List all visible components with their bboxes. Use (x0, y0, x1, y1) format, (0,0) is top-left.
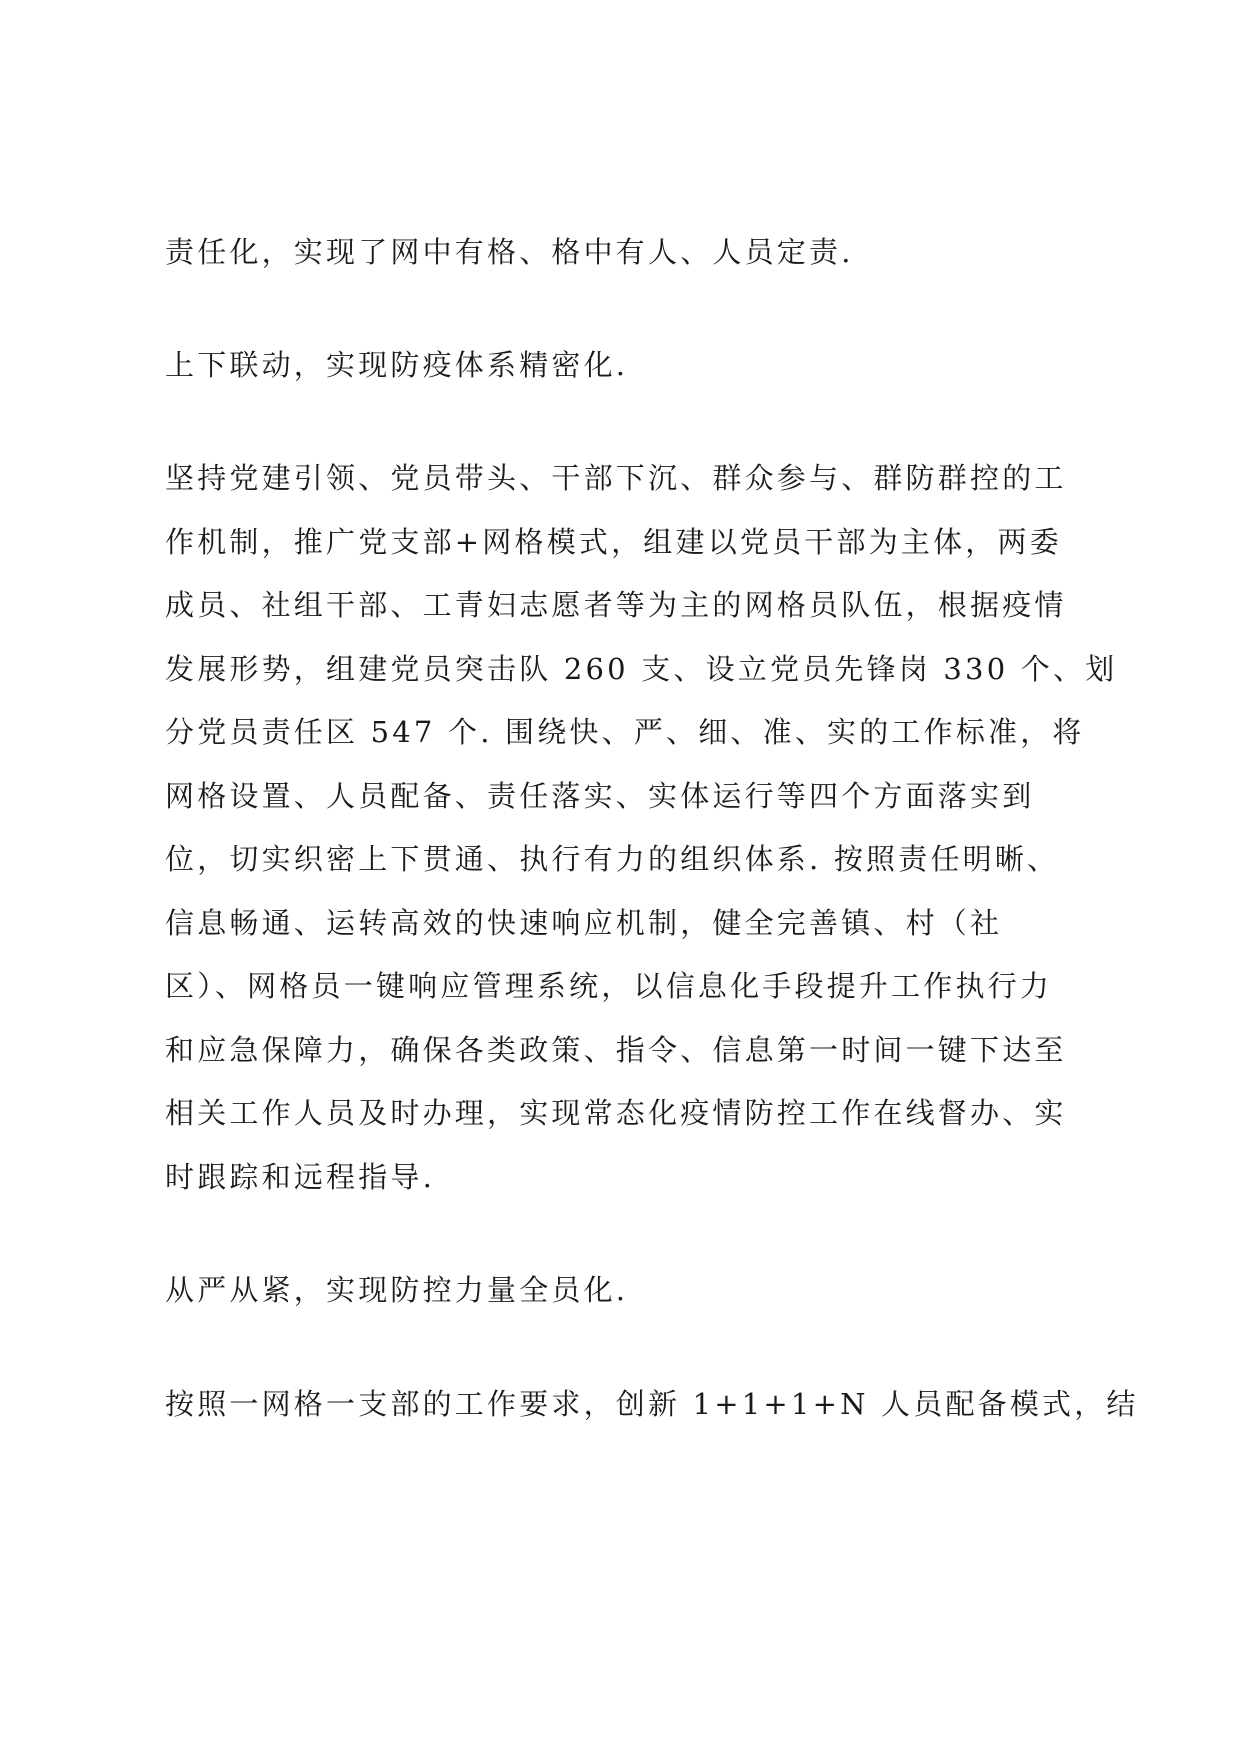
text-line: 相关工作人员及时办理，实现常态化疫情防控工作在线督办、实 (165, 1096, 1067, 1130)
text-line: 坚持党建引领、党员带头、干部下沉、群众参与、群防群控的工 (165, 461, 1067, 495)
text-line: 和应急保障力，确保各类政策、指令、信息第一时间一键下达至 (165, 1033, 1067, 1067)
text-line: 分党员责任区 547 个. 围绕快、严、细、准、实的工作标准，将 (165, 715, 1085, 749)
text-line: 按照一网格一支部的工作要求，创新 1+1+1+N 人员配备模式，结 (165, 1387, 1139, 1421)
section-heading: 上下联动，实现防疫体系精密化. (165, 348, 629, 382)
text-line: 责任化，实现了网中有格、格中有人、人员定责. (165, 235, 854, 269)
text-line: 成员、社组干部、工青妇志愿者等为主的网格员队伍，根据疫情 (165, 588, 1067, 622)
text-line: 发展形势，组建党员突击队 260 支、设立党员先锋岗 330 个、划 (165, 652, 1118, 686)
text-line: 时跟踪和远程指导. (165, 1160, 436, 1194)
text-line: 信息畅通、运转高效的快速响应机制，健全完善镇、村（社 (165, 906, 1003, 940)
text-line: 作机制，推广党支部+网格模式，组建以党员干部为主体，两委 (165, 525, 1062, 559)
text-line: 网格设置、人员配备、责任落实、实体运行等四个方面落实到 (165, 779, 1035, 813)
text-line: 位，切实织密上下贯通、执行有力的组织体系. 按照责任明晰、 (165, 842, 1060, 876)
text-line: 区）、网格员一键响应管理系统，以信息化手段提升工作执行力 (165, 969, 1053, 1003)
section-heading: 从严从紧，实现防控力量全员化. (165, 1273, 629, 1307)
